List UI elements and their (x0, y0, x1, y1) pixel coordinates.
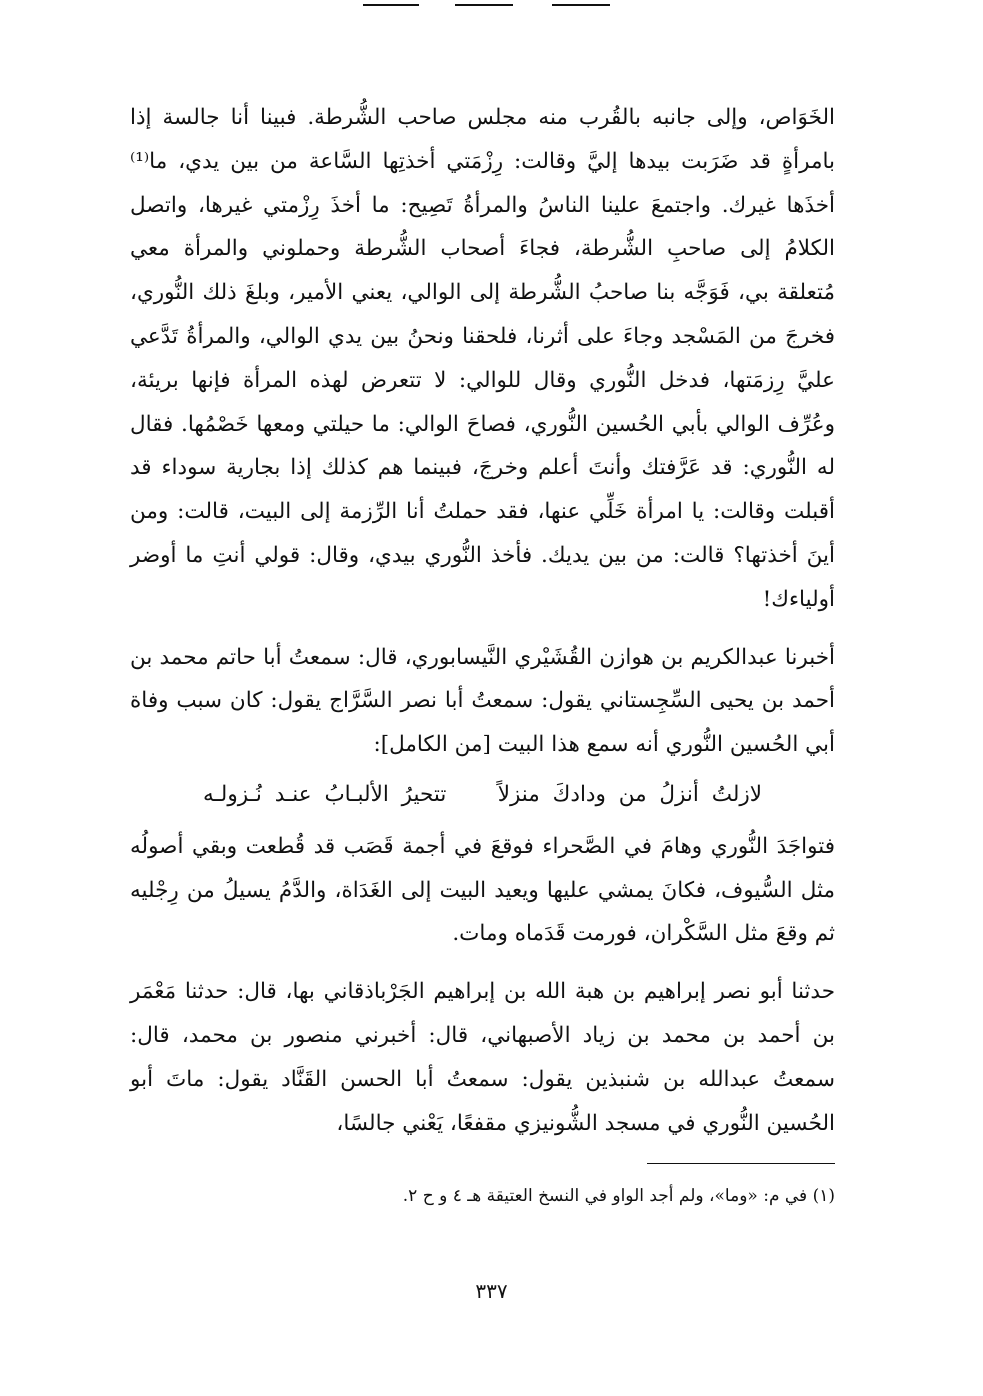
page-number: ٣٣٧ (475, 1279, 508, 1303)
verse-first-hemistich: لازلتُ أنزلُ من ودادكَ منزلاً (497, 781, 763, 807)
page-body (130, 96, 835, 1145)
footnote: (١) في م: «وما»، ولم أجد الواو في النسخ العتيقة هـ ٤ و ح ٢. (402, 1186, 835, 1206)
header-rule-left (363, 4, 419, 6)
header-rule-center (455, 4, 513, 6)
footnote-rule (647, 1163, 835, 1164)
header-rule-right (552, 4, 610, 6)
verse-second-hemistich: تتحيرُ الألبـابُ عنـد نُـزولـه (202, 781, 447, 807)
poetry-verse (130, 773, 835, 817)
paragraph-jarbadhqani-report: حدثنا أبو نصر إبراهيم بن هبة الله بن إبراهيم الجَرْباذقاني بها، قال: حدثنا مَعْمَر بن أحمد بن محمد بن زياد الأصبهاني، قال: أخبرني منصور بن محمد، قال: سمعتُ عبدالله بن شنبذين يقول: سمعتُ أبا الحسن القَنَّاد يقول: ماتَ أبو الحُسين النُّوري في مسجد الشُّونيزي مقفعًا، يَعْني جالسًا، (130, 979, 835, 1136)
paragraph-death-account: فتواجَدَ النُّوري وهامَ في الصَّحراء فوقعَ في أجمة قَصَب قد قُطعت وبقي أصولُه مثل السُّيوف، فكانَ يمشي عليها ويعيد البيت إلى الغَدَاة، والدَّمُ يسيلُ من رِجْليه ثم وقعَ مثل السَّكْران، فورمت قَدَماه ومات. (130, 833, 835, 947)
paragraph-story: الخَوَاص، وإلى جانبه بالقُرب منه مجلس صاحب الشُّرطة. فبينا أنا جالسة إذا بامرأةٍ قد ضَرَبت بيدها إليَّ وقالت: رِزْمَتي أخذتِها السَّاعة من بين يدي، ما⁽¹⁾ أخذَها غيرك. واجتمعَ علينا الناسُ والمرأةُ تَصِيح: ما أخذَ رِزْمتي غيرها، واتصل الكلامُ إلى صاحبِ الشُّرطة، فجاءَ أصحاب الشُّرطة وحملوني والمرأة معي مُتعلقة بي، فَوَجَّه بنا صاحبُ الشُّرطة إلى الوالي، يعني الأمير، وبلغَ ذلك النُّوري، فخرجَ من المَسْجد وجاءَ على أثرنا، فلحقنا ونحنُ بين يدي الوالي، والمرأةُ تَدَّعي عليَّ رِزمَتها، فدخل النُّوري وقال للوالي: لا تتعرض لهذه المرأة فإنها بريئة، وعُرِّف الوالي بأبي الحُسين النُّوري، فصاحَ الوالي: ما حيلتي ومعها خَصْمُها. فقال له النُّوري: قد عَرَّفتك وأنتَ أعلم وخرجَ، فبينما هم كذلك إذا بجارية سوداء قد أقبلت وقالت: يا امرأة خَلِّي عنها، فقد حملتُ أنا الرِّزمة إلى البيت، قالت: ومن أينَ أخذتها؟ قالت: من بين يديك. فأخذ النُّوري بيدي، وقال: قولي أنتِ ما أوضر أولياءك! (130, 105, 835, 612)
paragraph-qushayri-report: أخبرنا عبدالكريم بن هوازن القُشَيْري النَّيسابوري، قال: سمعتُ أبا حاتم محمد بن أحمد بن يحيى السِّجِستاني يقول: سمعتُ أبا نصر السَّرَّاج يقول: كان سبب وفاة أبي الحُسين النُّوري أنه سمع هذا البيت [من الكامل]: (130, 644, 835, 758)
